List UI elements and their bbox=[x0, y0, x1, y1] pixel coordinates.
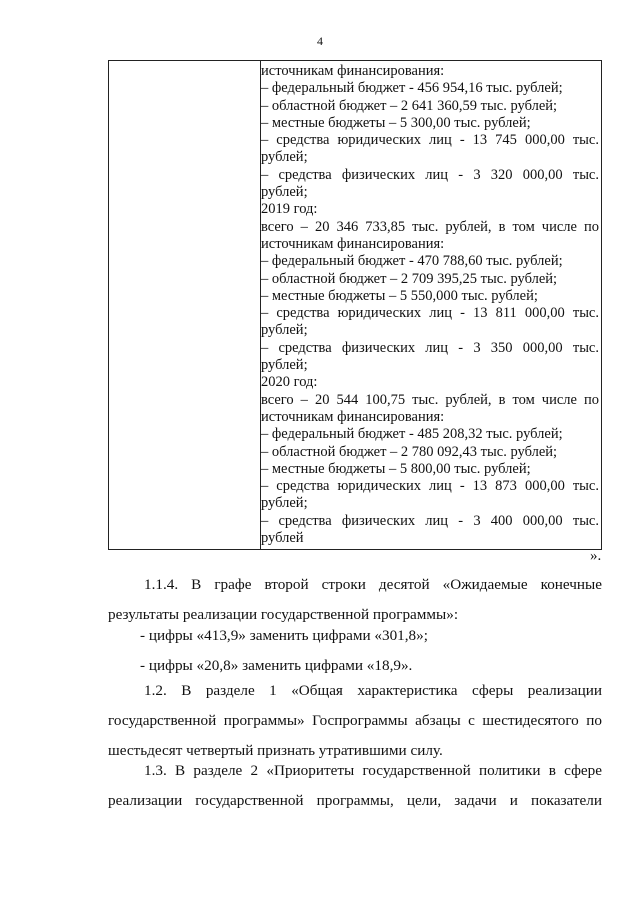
paragraph-line: - цифры «20,8» заменить цифрами «18,9». bbox=[140, 657, 413, 674]
table-line: источникам финансирования: bbox=[261, 63, 445, 79]
table-line: 2019 год: bbox=[261, 201, 318, 218]
table-line: – средства юридических лиц - 13 811 000,00 тыс. bbox=[261, 305, 599, 322]
table-line: источникам финансирования: bbox=[261, 408, 445, 425]
table-line: – средства юридических лиц - 13 745 000,00 тыс. bbox=[261, 132, 599, 149]
table-line: – средства физических лиц - 3 320 000,00 тыс. bbox=[261, 166, 599, 183]
closing-quote: ». bbox=[590, 548, 602, 564]
table-right-cell bbox=[261, 63, 599, 549]
table-line: – федеральный бюджет - 456 954,16 тыс. рублей; bbox=[261, 80, 563, 97]
table-line: – федеральный бюджет - 485 208,32 тыс. рублей; bbox=[261, 426, 563, 443]
table-line: рублей; bbox=[261, 357, 308, 374]
paragraph-line: реализации государственной программы, цели, задачи и показатели bbox=[108, 792, 602, 809]
list-item-digits-1 bbox=[140, 621, 634, 651]
paragraph-line: государственной программы» Госпрограммы абзацы с шестидесятого по bbox=[108, 712, 602, 729]
table-line: – местные бюджеты – 5 300,00 тыс. рублей; bbox=[261, 114, 531, 131]
paragraph-1-3 bbox=[108, 756, 602, 816]
table-line: – местные бюджеты – 5 550,000 тыс. рублей; bbox=[261, 287, 538, 304]
table-line: – средства физических лиц - 3 350 000,00 тыс. bbox=[261, 339, 599, 356]
table-line: рублей bbox=[261, 530, 304, 547]
paragraph-line: результаты реализации государственной программы»: bbox=[108, 606, 459, 623]
table-line: всего – 20 544 100,75 тыс. рублей, в том числе по bbox=[261, 391, 599, 408]
table-line: источникам финансирования: bbox=[261, 235, 445, 252]
table-line: 2020 год: bbox=[261, 374, 318, 391]
paragraph-line: 1.3. В разделе 2 «Приоритеты государственной политики в сфере bbox=[144, 762, 602, 779]
table-line: – средства юридических лиц - 13 873 000,00 тыс. bbox=[261, 478, 599, 495]
paragraph-1-2 bbox=[108, 676, 602, 766]
paragraph-line: 1.1.4. В графе второй строки десятой «Ожидаемые конечные bbox=[144, 576, 602, 593]
table-line: – средства физических лиц - 3 400 000,00 тыс. bbox=[261, 512, 599, 529]
table-line: рублей; bbox=[261, 495, 308, 512]
paragraph-line: - цифры «413,9» заменить цифрами «301,8»; bbox=[140, 627, 428, 644]
paragraph-line: 1.2. В разделе 1 «Общая характеристика сферы реализации bbox=[144, 682, 602, 699]
table-line: рублей; bbox=[261, 149, 308, 166]
table-line: рублей; bbox=[261, 184, 308, 201]
page-number: 4 bbox=[317, 34, 323, 48]
table-line: – областной бюджет – 2 709 395,25 тыс. рублей; bbox=[261, 270, 558, 287]
financing-table bbox=[108, 60, 602, 550]
table-line: – местные бюджеты – 5 800,00 тыс. рублей; bbox=[261, 460, 531, 477]
table-line: – областной бюджет – 2 780 092,43 тыс. рублей; bbox=[261, 443, 558, 460]
table-line: – областной бюджет – 2 641 360,59 тыс. рублей; bbox=[261, 97, 558, 114]
table-line: – федеральный бюджет - 470 788,60 тыс. рублей; bbox=[261, 253, 563, 270]
paragraph-line: шестьдесят четвертый признать утратившими силу. bbox=[108, 742, 443, 759]
table-line: всего – 20 346 733,85 тыс. рублей, в том числе по bbox=[261, 218, 599, 235]
table-line: рублей; bbox=[261, 322, 308, 339]
